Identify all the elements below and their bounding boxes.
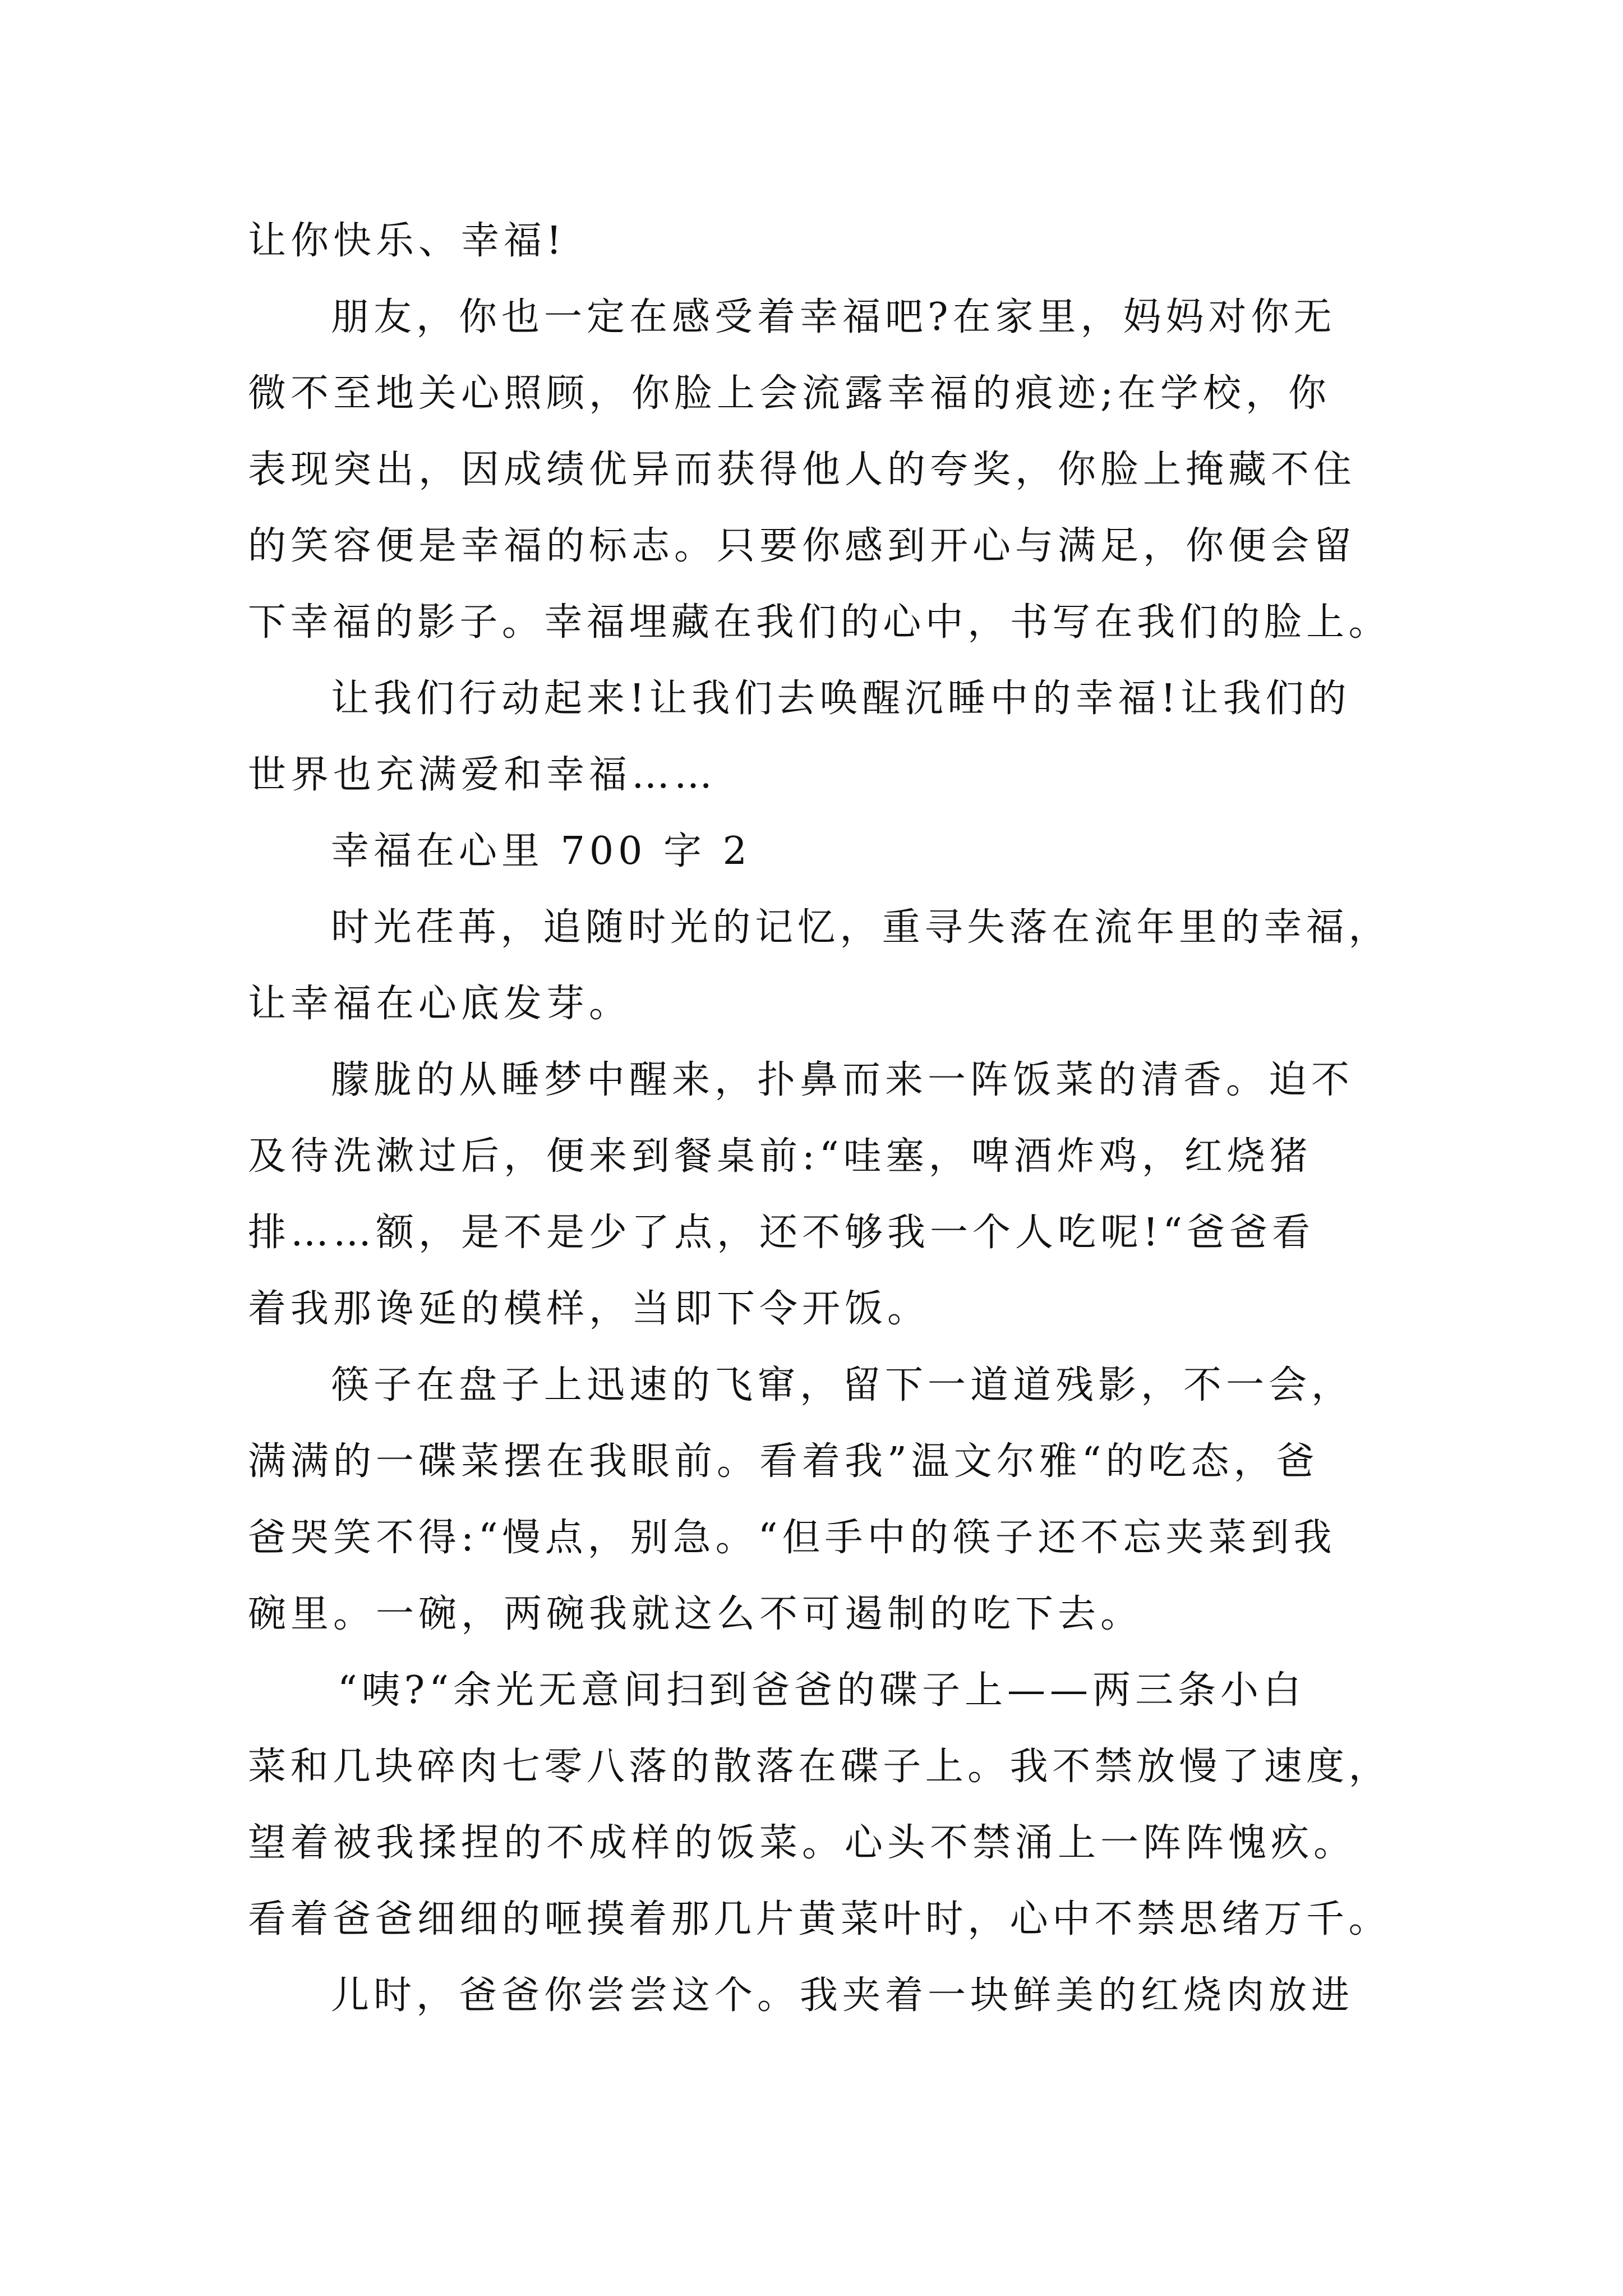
text-line-8: 世界也充满爱和幸福…… xyxy=(248,753,717,797)
text-line-6: 下幸福的影子。幸福埋藏在我们的心中，书写在我们的脸上。 xyxy=(248,600,1391,645)
text-line-5: 的笑容便是幸福的标志。只要你感到开心与满足，你便会留 xyxy=(248,524,1357,568)
text-line-2: 朋友，你也一定在感受着幸福吧?在家里，妈妈对你无 xyxy=(331,295,1336,339)
text-line-13: 及待洗漱过后，便来到餐桌前:“哇塞，啤酒炸鸡，红烧猪 xyxy=(248,1134,1312,1179)
text-line-14: 排……额，是不是少了点，还不够我一个人吃呢!“爸爸看 xyxy=(248,1211,1315,1255)
text-line-24: 儿时，爸爸你尝尝这个。我夹着一块鲜美的红烧肉放进 xyxy=(331,1973,1354,2018)
text-line-19: 碗里。一碗，两碗我就这么不可遏制的吃下去。 xyxy=(248,1592,1144,1636)
text-line-21: 菜和几块碎肉七零八落的散落在碟子上。我不禁放慢了速度， xyxy=(248,1745,1391,1789)
text-line-16: 筷子在盘子上迅速的飞窜，留下一道道残影，不一会， xyxy=(331,1363,1354,1407)
text-line-17: 满满的一碟菜摆在我眼前。看着我”温文尔雅“的吃态，爸 xyxy=(248,1439,1319,1484)
text-line-3: 微不至地关心照顾，你脸上会流露幸福的痕迹;在学校，你 xyxy=(248,371,1331,416)
text-line-1: 让你快乐、幸福! xyxy=(248,219,566,263)
text-line-15: 着我那谗延的模样，当即下令开饭。 xyxy=(248,1287,930,1331)
text-line-12: 朦胧的从睡梦中醒来，扑鼻而来一阵饭菜的清香。迫不 xyxy=(331,1058,1354,1102)
text-line-22: 望着被我揉捏的不成样的饭菜。心头不禁涌上一阵阵愧疚。 xyxy=(248,1821,1357,1865)
text-line-18: 爸哭笑不得:“慢点，别急。“但手中的筷子还不忘夹菜到我 xyxy=(248,1516,1336,1560)
text-line-11: 让幸福在心底发芽。 xyxy=(248,982,632,1026)
text-line-7: 让我们行动起来!让我们去唤醒沉睡中的幸福!让我们的 xyxy=(331,677,1351,721)
text-line-4: 表现突出，因成绩优异而获得他人的夸奖，你脸上掩藏不住 xyxy=(248,448,1357,492)
text-line-23: 看着爸爸细细的咂摸着那几片黄菜叶时，心中不禁思绪万千。 xyxy=(248,1897,1391,1941)
text-line-20: “咦?“余光无意间扫到爸爸的碟子上——两三条小白 xyxy=(338,1668,1306,1713)
text-line-10: 时光荏苒，追随时光的记忆，重寻失落在流年里的幸福， xyxy=(331,905,1391,950)
section-heading: 幸福在心里 700 字 2 xyxy=(331,829,751,873)
